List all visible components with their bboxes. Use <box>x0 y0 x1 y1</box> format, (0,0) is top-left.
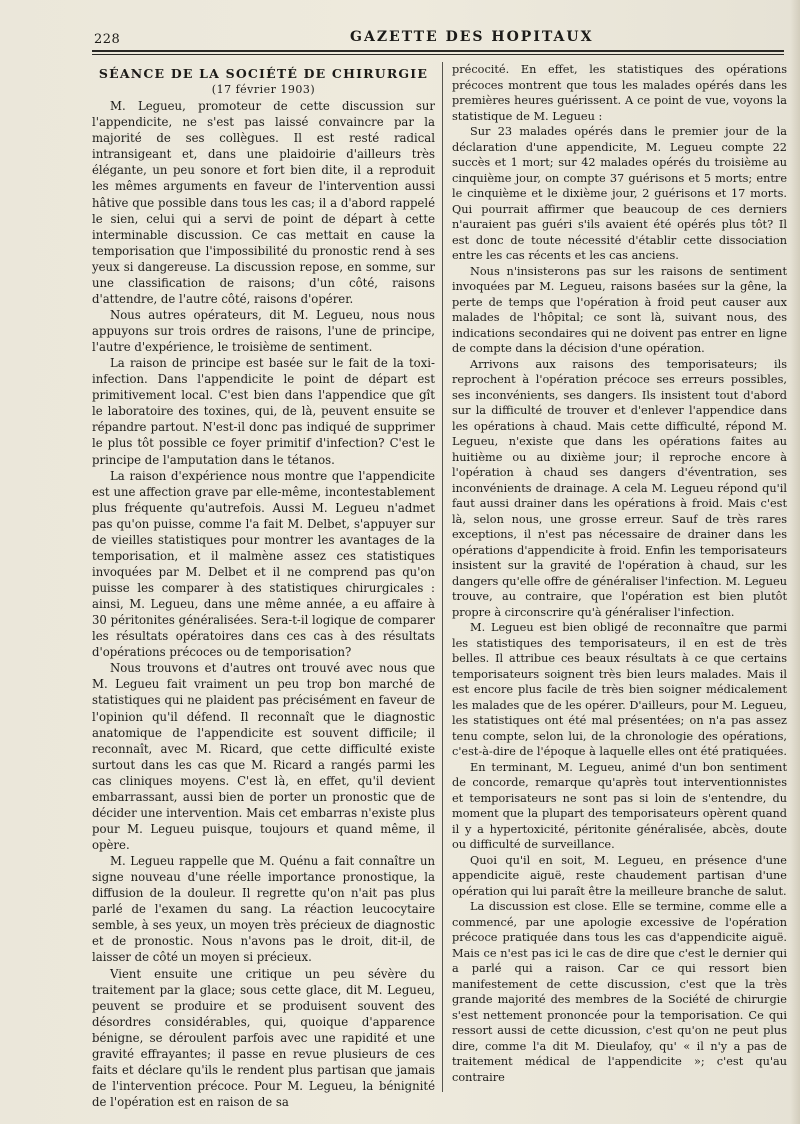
page-edge-shadow <box>790 0 800 1124</box>
article-title: SÉANCE DE LA SOCIÉTÉ DE CHIRURGIE <box>98 66 429 81</box>
paragraph: Sur 23 malades opérés dans le premier jour de la déclaration d'une appendicite, M. Legueu compte 22 succès et 1 mort; sur 42 malades opérés du troisième au cinquième jour, on compte 37 guérisons et 5 morts; entre le cinquième et le dixième jour, 2 guérisons et 17 morts. Qui pourrait affirmer que beaucoup de ces derniers n'auraient pas guéri s'ils avaient été opérés plus tôt? Il est donc de toute nécessité d'établir cette dissociation entre les cas récents et les cas anciens. <box>452 125 787 262</box>
paragraph: La discussion est close. Elle se termine, comme elle a commencé, par une apologie excessive de l'opération précoce pratiquée dans tous les cas d'appendicite aiguë. Mais ce n'est pas ici le cas de dire que c'est le dernier qui a parlé qui a raison. Car ce qui ressort bien manifestement de cette discussion, c'est que la très grande majorité des membres de la Société de chirurgie s'est nettement prononcée pour la temporisation. Ce qui ressort aussi de cette dicussion, c'est qu'on ne peut plus dire, comme l'a dit M. Dieulafoy, qu' « il n'y a pas de traitement médical de l'appendicite »; c'est qu'au contraire <box>452 900 787 1084</box>
paragraph: En terminant, M. Legueu, animé d'un bon sentiment de concorde, remarque qu'après tout interventionnistes et temporisateurs ne sont pas si loin de s'entendre, du moment que la plupart des temporisateurs opèrent quand il y a hypertoxicité, péritonite généralisée, abcès, doute ou difficulté de surveillance. <box>452 760 787 851</box>
paragraph: Nous trouvons et d'autres ont trouvé avec nous que M. Legueu fait vraiment un peu trop bon marché de statistiques qui ne plaident pas précisément en faveur de l'opinion qu'il défend. Il reconnaît que le diagnostic anatomique de l'appendicite est souvent difficile; il reconnaît, avec M. Ricard, que cette difficulté existe surtout dans les cas que M. Ricard a rangés parmi les cas cliniques moyens. C'est là, en effet, qu'il devient embarrassant, aussi bien de porter un pronostic que de décider une intervention. Mais cet embarras n'existe plus pour M. Legueu puisque, toujours et quand même, il opère. <box>92 661 435 852</box>
right-column <box>452 62 787 1085</box>
left-column <box>92 66 435 1110</box>
paragraph: M. Legueu rappelle que M. Quénu a fait connaître un signe nouveau d'une réelle importance pronostique, la diffusion de la douleur. Il regrette qu'on n'ait pas plus parlé de l'examen du sang. La réaction leucocytaire semble, à ses yeux, un moyen très précieux de diagnostic et de pronostic. Nous n'avons pas le droit, dit-il, de laisser de côté un moyen si précieux. <box>92 854 435 965</box>
paragraph: Quoi qu'il en soit, M. Legueu, en présence d'une appendicite aiguë, reste chaudement partisan d'une opération qui lui paraît être la meilleure branche de salut. <box>452 853 787 898</box>
article-date: (17 février 1903) <box>211 83 316 97</box>
column-divider <box>442 62 443 1092</box>
paragraph: Vient ensuite une critique un peu sévère du traitement par la glace; sous cette glace, dit M. Legueu, peuvent se produire et se produisent souvent des désordres considérables, qui, quoique d'apparence bénigne, se déroulent parfois avec une rapidité et une gravité effrayantes; il passe en revue plusieurs de ces faits et déclare qu'ils le rendent plus partisan que jamais de l'intervention précoce. Pour M. Legueu, la bénignité de l'opération est en raison de sa <box>92 966 435 1109</box>
header-rule <box>92 50 784 52</box>
paragraph: La raison d'expérience nous montre que l'appendicite est une affection grave par elle-même, incontestablement plus fréquente qu'autrefois. Aussi M. Legueu n'admet pas qu'on puisse, comme l'a fait M. Delbet, s'appuyer sur de vieilles statistiques pour montrer les avantages de la temporisation, et il malmène assez ces statistiques invoquées par M. Delbet et il ne comprend pas qu'on puisse les comparer à des statistiques chirurgicales : ainsi, M. Legueu, dans une même année, a eu affaire à 30 péritonites généralisées. Sera-t-il logique de comparer les résultats opératoires dans ces cas à des résultats d'opérations précoces ou de temporisation? <box>92 468 435 660</box>
page-number: 228 <box>94 32 121 47</box>
paragraph: Nous autres opérateurs, dit M. Legueu, nous nous appuyons sur trois ordres de raisons, l'une de principe, l'autre d'expérience, le troisième de sentiment. <box>92 307 435 355</box>
paragraph: M. Legueu, promoteur de cette discussion sur l'appendicite, ne s'est pas laissé convaincre par la majorité de ses collègues. Il est resté radical intransigeant et, dans une plaidoirie d'ailleurs très élégante, un peu sonore et fort bien dite, il a reproduit les mêmes arguments en faveur de l'intervention aussi hâtive que possible dans tous les cas; il a d'abord rappelé le sien, celui qui a servi de point de départ à cette interminable discussion. Ce cas mettait en cause la temporisation que l'impossibilité du pronostic rend à ses yeux si dangereuse. La discussion repose, en somme, sur une classification de raisons; d'un côté, raisons d'attendre, de l'autre côté, raisons d'opérer. <box>92 99 435 306</box>
page-header <box>90 22 790 48</box>
paragraph: Nous n'insisterons pas sur les raisons de sentiment invoquées par M. Legueu, raisons basées sur la gêne, la perte de temps que l'opération à froid peut causer aux malades de l'hôpital; ce sont là, suivant nous, des indications secondaires qui ne doivent pas entrer en ligne de compte dans la décision d'une opération. <box>452 264 787 355</box>
paragraph: précocité. En effet, les statistiques des opérations précoces montrent que tous les malades opérés dans les premières heures guérissent. A ce point de vue, voyons la statistique de M. Legueu : <box>452 63 787 123</box>
paragraph: La raison de principe est basée sur le fait de la toxi-infection. Dans l'appendicite le point de départ est primitivement local. C'est bien dans l'appendice que gît le laboratoire des toxines, qui, de là, peuvent ensuite se répandre partout. N'est-il donc pas indiqué de supprimer le plus tôt possible ce foyer primitif d'infection? C'est le principe de l'amputation dans le tétanos. <box>92 356 435 467</box>
paragraph: Arrivons aux raisons des temporisateurs; ils reprochent à l'opération précoce ses erreurs possibles, ses inconvénients, ses dangers. Ils insistent tout d'abord sur la difficulté de trouver et d'enlever l'appendice dans les opérations à chaud. Mais cette difficulté, répond M. Legueu, n'existe que dans les opérations faites au huitième ou au dixième jour; il reproche encore à l'opération à chaud ses dangers d'éventration, ses inconvénients de drainage. A cela M. Legueu répond qu'il faut aussi drainer dans les opérations à froid. Mais c'est là, selon nous, une grosse erreur. Sauf de très rares exceptions, il n'est pas nécessaire de drainer dans les opérations d'appendicite à froid. Enfin les temporisateurs insistent sur la gravité de l'opération à chaud, sur les dangers qu'elle offre de généraliser l'infection. M. Legueu trouve, au contraire, que l'opération est bien plutôt propre à circonscrire qu'à généraliser l'infection. <box>452 357 787 619</box>
paragraph: M. Legueu est bien obligé de reconnaître que parmi les statistiques des temporisateurs, il en est de très belles. Il attribue ces beaux résultats à ce que certains temporisateurs soignent très bien leurs malades. Mais il est encore plus facile de très bien soigner médicalement les malades que de les opérer. D'ailleurs, pour M. Legueu, les statistiques ont été mal présentées; on n'a pas assez tenu compte, selon lui, de la chronologie des opérations, c'est-à-dire de l'époque à laquelle elles ont été pratiquées. <box>452 621 787 758</box>
header-rule-thin <box>92 54 784 55</box>
journal-title: GAZETTE DES HOPITAUX <box>350 29 594 45</box>
